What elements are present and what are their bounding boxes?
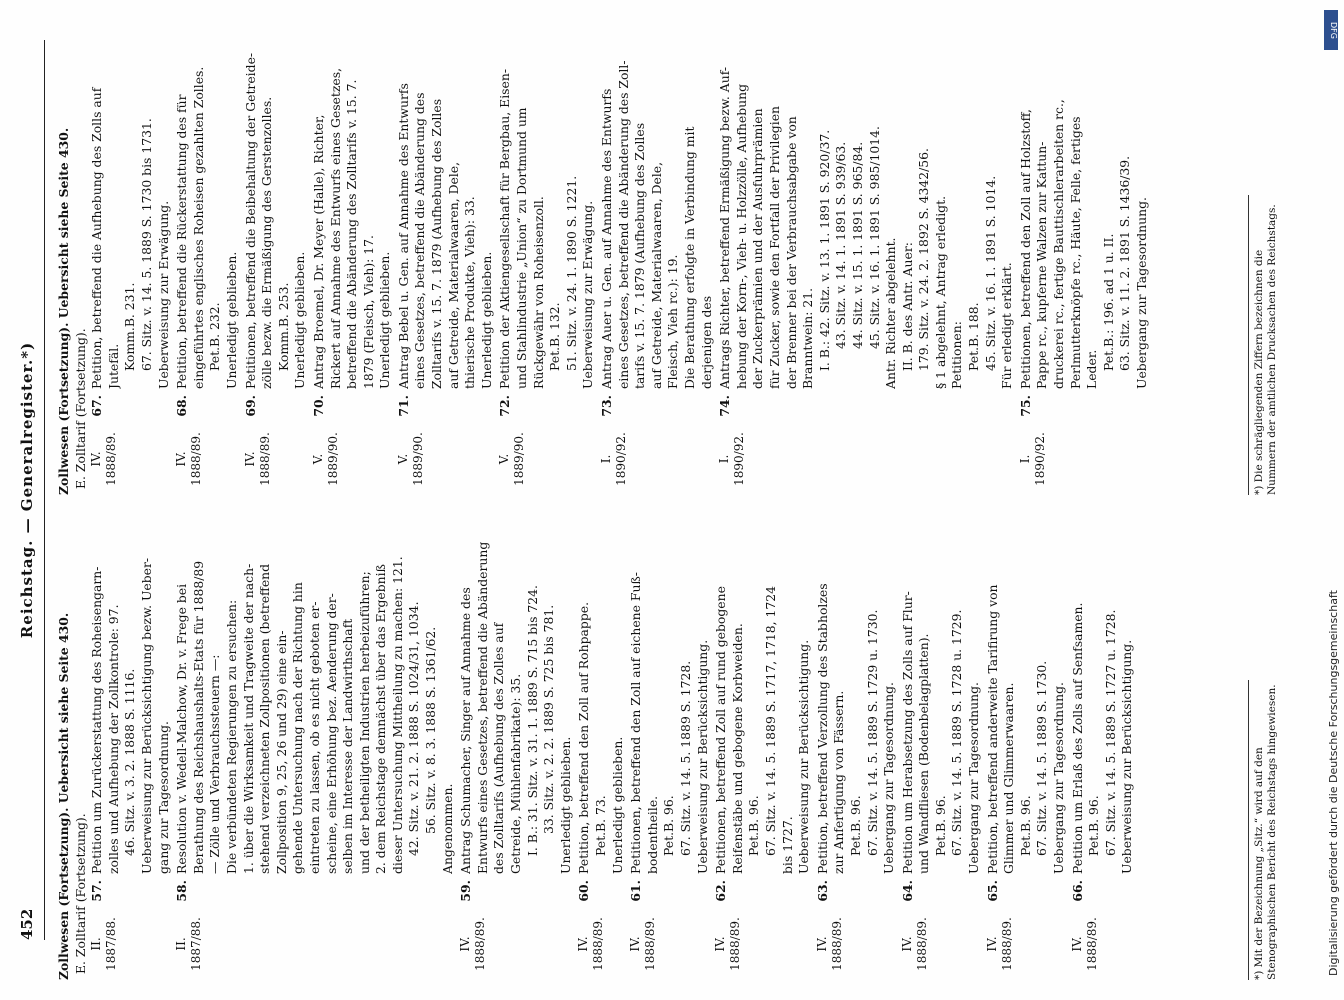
entry-line: scheine, eine Erhöhung bez. Aenderung der-: [323, 593, 339, 874]
entry-line: Uebergang zur Tagesordnung.: [1051, 682, 1067, 874]
session-text: 1888/89.: [643, 917, 658, 971]
session-text: 1890/92.: [1032, 432, 1047, 486]
entry-line: 42. Sitz. v. 21. 2. 1888 S. 1024/31, 1034.: [406, 601, 422, 856]
entry-line: thierische Produkte, Vieh): 33.: [462, 196, 478, 389]
entry-line: Glimmer und Glimmerwaaren.: [1001, 682, 1017, 874]
entry-line: Ueberweisung zur Erwägung.: [580, 200, 596, 389]
entry-line: Unerledigt geblieben.: [292, 251, 308, 389]
entry-line: auf Getreide, Materialwaaren, Dele,: [445, 161, 461, 389]
session-text: I.: [1017, 454, 1032, 464]
entry-line: 67. Sitz. v. 14. 5. 1889 S. 1730 bis 1731.: [138, 118, 154, 371]
entry-line: 67. Sitz. v. 14. 5. 1889 S. 1728 u. 1729.: [949, 609, 965, 856]
entry-line: 46. Sitz. v. 3. 2. 1888 S. 1116.: [122, 668, 138, 856]
session-label: [628, 908, 658, 980]
session-text: 1888/89.: [1084, 917, 1099, 971]
entry-number: 63.: [814, 880, 830, 902]
entry-line: zolles und Aufhebung der Zollkontrole: 97.: [105, 604, 121, 874]
entry-line: Petitionen, betreffend den Zoll auf eichene Fuß-: [628, 572, 644, 874]
session-label: [174, 423, 204, 495]
footnote: *) Mit der Bezeichnung „Sitz.“ wird auf den Stenographischen Bericht des Reichstags hingewiesen.: [1248, 680, 1279, 980]
right-column: [56, 25, 1153, 495]
entry-number: 57.: [89, 880, 105, 902]
entry-line: Getreide, Mühlenfabrikate): 35.: [508, 673, 524, 874]
entry-number: 60.: [576, 880, 592, 902]
session-label: [243, 423, 273, 495]
session-text: IV.: [984, 936, 999, 952]
session-text: 1888/89.: [728, 917, 743, 971]
entry-number: 72.: [497, 395, 513, 417]
digitization-note: Digitalisierung gefördert durch die Deutsche Forschungsgemeinschaft: [1327, 590, 1340, 976]
entry-line: Die Berathung erfolgte in Verbindung mit: [681, 126, 697, 389]
entry-line: tarifs v. 15. 7. 1879 (Aufhebung des Zolles: [632, 122, 648, 389]
entry-line: hebung der Korn-, Vieh- u. Holzzölle, Aufhebung: [733, 83, 749, 389]
entry-line: eines Gesetzes, betreffend die Abänderung des: [412, 92, 428, 389]
session-label: [396, 423, 426, 495]
page-header: [10, 40, 45, 940]
register-entry: [311, 25, 394, 495]
register-entry: [458, 510, 574, 980]
register-entry: [89, 25, 172, 495]
session-label: [900, 908, 930, 980]
session-text: 1890/92.: [732, 432, 747, 486]
session-text: IV.: [174, 451, 189, 467]
entry-number: 71.: [395, 395, 411, 417]
page-number: 452: [18, 908, 36, 940]
entry-line: Unerledigt geblieben.: [609, 736, 625, 874]
entry-number: 65.: [984, 880, 1000, 902]
entry-line: Pet.B. 96.: [1017, 795, 1033, 856]
register-entry: [1070, 510, 1136, 980]
session-label: [311, 423, 341, 495]
entry-line: Petition, betreffend den Zoll auf Rohpappe.: [576, 601, 592, 874]
entry-line: betreffend die Abänderung des Zolltarifs v. 15. 7.: [344, 79, 360, 389]
left-column: [56, 510, 1138, 980]
entry-number: 58.: [174, 880, 190, 902]
entry-line: 43. Sitz. v. 14. 1. 1891 S. 939/63.: [833, 141, 849, 349]
entry-line: Pet.B. 73.: [593, 795, 608, 856]
entry-line: Uebergang zur Tagesordnung.: [1134, 197, 1149, 389]
entry-line: § 1 abgelehnt, Antrag erledigt.: [932, 195, 948, 389]
register-entry: [89, 510, 172, 980]
session-text: 1888/89.: [257, 432, 272, 486]
entry-line: Petition, betreffend die Aufhebung des Zolls auf: [89, 87, 105, 389]
session-text: V.: [310, 453, 325, 465]
entry-line: Petition, betreffend anderweite Tarifirung von: [984, 584, 1000, 874]
register-entry: [174, 510, 456, 980]
entry-line: selben im Interesse der Landwirthschaft: [340, 618, 356, 874]
session-text: I.: [599, 454, 613, 464]
entry-line: Reifenstäbe und gebogene Korbweiden.: [729, 623, 745, 874]
session-label: [717, 423, 747, 495]
entry-number: 69.: [242, 395, 258, 417]
entry-number: 66.: [1069, 880, 1085, 902]
register-entry: [628, 510, 711, 980]
entry-line: Petitionen, betreffend Zoll auf rund gebogene: [713, 586, 729, 874]
entry-number: 59.: [458, 880, 474, 902]
entry-line: Pet.B. 96.: [847, 795, 863, 856]
section-heading: Zollwesen (Fortsetzung). Uebersicht siehe Seite 430.: [56, 612, 71, 980]
session-text: 1888/89.: [829, 917, 844, 971]
entry-line: Perlmutterknöpfe rc., Häute, Felle, fertiges: [1067, 116, 1083, 389]
session-text: IV.: [89, 451, 104, 467]
entry-line: 45. Sitz. v. 16. 1. 1891 S. 985/1014.: [866, 126, 882, 349]
session-text: II.: [174, 937, 189, 951]
entry-line: Antrag Schumacher, Singer auf Annahme des: [458, 587, 474, 874]
session-text: 1888/89.: [104, 432, 119, 486]
entry-line: eintreten zu lassen, ob es nicht geboten er-: [306, 601, 322, 874]
entry-line: II. B. des Antr. Auer:: [899, 242, 915, 371]
session-label: [713, 908, 743, 980]
entry-line: und der betheiligten Industrien herbeizuführen;: [356, 571, 372, 874]
session-text: IV.: [899, 936, 914, 952]
entry-line: Petition um Erlaß des Zolls auf Senfsamen.: [1069, 602, 1085, 874]
entry-line: gang zur Tagesordnung.: [155, 721, 171, 874]
register-entry: [900, 510, 983, 980]
entry-number: 62.: [713, 880, 729, 902]
entry-line: Unerledigt geblieben.: [557, 736, 573, 874]
entry-line: Petition, betreffend die Rückerstattung des für: [174, 94, 190, 389]
entry-number: 73.: [599, 395, 614, 417]
session-label: [815, 908, 845, 980]
entry-line: Ueberweisung zur Berücksichtigung.: [694, 639, 710, 874]
register-entry: [599, 25, 715, 495]
session-label: [1018, 423, 1048, 495]
session-label: [599, 423, 629, 495]
entry-line: Ueberweisung zur Erwägung.: [155, 200, 171, 389]
entry-line: Zollposition 9, 25, 26 und 29) eine ein-: [273, 630, 289, 874]
entry-line: Pet.B. 96.: [661, 795, 677, 856]
entry-line: 1879 (Fleisch, Vieh): 17.: [360, 235, 376, 389]
register-entry: [576, 510, 626, 980]
entry-line: I. B.: 31. Sitz. v. 31. 1. 1889 S. 715 bis 724.: [524, 585, 540, 856]
session-text: II.: [89, 937, 104, 951]
session-text: 1889/90.: [325, 432, 340, 486]
entry-line: 67. Sitz. v. 14. 5. 1889 S. 1717, 1718, 1724: [762, 585, 778, 856]
entry-line: Rickert auf Annahme des Entwurfs eines Gesetzes,: [327, 67, 343, 389]
session-label: [89, 908, 119, 980]
entry-line: 67. Sitz. v. 14. 5. 1889 S. 1727 u. 1728.: [1102, 609, 1118, 856]
dfg-logo: DFG: [1324, 10, 1338, 50]
entry-line: gehende Untersuchung nach der Richtung hin: [290, 582, 306, 874]
entry-line: bodentheile.: [644, 795, 660, 874]
entry-line: 179. Sitz. v. 24. 2. 1892 S. 4342/56.: [916, 148, 932, 371]
entry-line: zur Anfertigung von Fässern.: [831, 690, 847, 874]
session-text: 1887/88.: [189, 917, 204, 971]
entry-line: 1. über die Wirksamkeit und Tragweite der nach-: [240, 563, 256, 874]
entry-line: bis 1727.: [779, 816, 795, 874]
session-text: V.: [497, 453, 512, 465]
session-text: 1888/89.: [591, 917, 606, 971]
footnote: *) Die schrägliegenden Ziffern bezeichnen die Nummern der amtlichen Drucksachen des Reichstags.: [1248, 195, 1279, 495]
entry-line: Fleisch, Vieh rc.): 19.: [665, 254, 681, 389]
entry-line: Ueberweisung zur Berücksichtigung bezw. Ueber-: [138, 557, 154, 874]
entry-line: Petition der Aktiengesellschaft für Bergbau, Eisen-: [497, 68, 513, 389]
entry-line: Petitionen, betreffend die Beibehaltung der Getreide-: [242, 52, 258, 389]
entry-line: 67. Sitz. v. 14. 5. 1889 S. 1730.: [1034, 660, 1050, 856]
entry-line: Antrag Bebel u. Gen. auf Annahme des Entwurfs: [395, 83, 411, 389]
entry-line: Antrag Broemel, Dr. Meyer (Halle), Richter,: [310, 114, 326, 389]
session-label: [576, 908, 606, 980]
entry-line: Berathung des Reichshaushalts-Etats für 1888/89: [190, 560, 206, 874]
section-heading: Zollwesen (Fortsetzung). Uebersicht siehe Seite 430.: [56, 127, 71, 495]
entry-number: 75.: [1017, 395, 1033, 417]
session-text: 1887/88.: [104, 917, 119, 971]
entry-line: des Zolltarifs (Aufhebung des Zolles auf: [491, 622, 507, 874]
entry-line: Leder.: [1084, 349, 1100, 389]
session-text: 1888/89.: [189, 432, 204, 486]
entry-line: derjenigen des: [698, 295, 714, 389]
section-subheading: E. Zolltarif (Fortsetzung).: [72, 328, 88, 489]
entry-line: Ueberweisung zur Berücksichtigung.: [1119, 639, 1135, 874]
register-entry: [713, 510, 813, 980]
register-entry: [497, 25, 597, 495]
entry-line: Unerledigt geblieben.: [377, 251, 393, 389]
rotated-page-content: [10, 0, 1300, 1000]
entry-line: Petitionen, betreffend den Zoll auf Holzstoff,: [1017, 109, 1033, 389]
entry-list: [89, 510, 1136, 980]
session-text: IV.: [576, 936, 591, 952]
entry-line: Angenommen.: [439, 783, 455, 874]
entry-line: Pet.B. 96.: [932, 795, 948, 856]
entry-line: I. B.: 42. Sitz. v. 13. 1. 1891 S. 920/37.: [816, 129, 832, 371]
session-label: [458, 908, 488, 980]
entry-line: Jutefäl.: [105, 343, 121, 389]
entry-line: Petitionen:: [949, 321, 965, 389]
entry-list: [89, 25, 1150, 495]
register-entry: [717, 25, 1016, 495]
session-text: V.: [395, 453, 410, 465]
entry-line: 44. Sitz. v. 15. 1. 1891 S. 965/84.: [849, 141, 865, 349]
entry-line: und Wandfliesen (Bodenbelagplatten).: [916, 633, 932, 874]
session-text: IV.: [458, 936, 473, 952]
session-label: [985, 908, 1015, 980]
entry-number: 70.: [310, 395, 326, 417]
entry-line: Resolution v. Wedell-Malchow, Dr. v. Frege bei: [174, 583, 190, 874]
entry-line: 45. Sitz. v. 16. 1. 1891 S. 1014.: [982, 175, 998, 371]
register-entry: [815, 510, 898, 980]
entry-line: Für erledigt erklärt.: [999, 262, 1015, 389]
entry-line: 67. Sitz. v. 14. 5. 1889 S. 1728.: [677, 660, 693, 856]
entry-line: Antrag Auer u. Gen. auf Annahme des Entwurfs: [599, 88, 614, 389]
entry-line: Branntwein: 21.: [800, 287, 816, 389]
entry-line: 56. Sitz. v. 8. 3. 1888 S. 1361/62.: [423, 626, 439, 834]
session-text: IV.: [713, 936, 728, 952]
entry-line: 63. Sitz. v. 11. 2. 1891 S. 1436/39.: [1117, 155, 1133, 371]
session-text: IV.: [1069, 936, 1084, 952]
entry-line: — Zölle und Verbrauchssteuern —:: [207, 654, 223, 874]
register-entry: [1018, 25, 1151, 495]
register-entry: [396, 25, 496, 495]
entry-line: Entwurfs eines Gesetzes, betreffend die Abänderung: [474, 541, 490, 874]
entry-number: 68.: [174, 395, 190, 417]
entry-line: 51. Sitz. v. 24. 1. 1890 S. 1221.: [563, 175, 579, 371]
entry-line: Uebergang zur Tagesordnung.: [966, 682, 982, 874]
entry-line: Komm.B. 253.: [275, 282, 291, 371]
session-label: [1070, 908, 1100, 980]
entry-line: Komm.B. 231.: [122, 282, 138, 371]
entry-line: Rückgewähr von Roheisenzoll.: [530, 196, 546, 389]
entry-line: stehend verzeichneten Zollpositionen (betreffend: [257, 563, 273, 874]
entry-line: Petition, betreffend Verzollung des Stabholzes: [814, 583, 830, 874]
entry-line: zölle bezw. die Ermäßigung des Gerstenzolles.: [259, 96, 275, 389]
session-text: IV.: [814, 936, 829, 952]
entry-line: der Zuckerprämien und der Ausfuhrprämien: [750, 108, 766, 389]
entry-line: Antr. Richter abgelehnt.: [883, 237, 899, 389]
session-text: 1888/89.: [914, 917, 929, 971]
session-text: 1889/90.: [410, 432, 425, 486]
entry-number: 64.: [899, 880, 915, 902]
session-label: [174, 908, 204, 980]
session-label: [497, 423, 527, 495]
entry-line: Pet.B. 188.: [966, 302, 982, 371]
entry-line: Pet.B.: 196. ad 1 u. II.: [1100, 233, 1116, 371]
entry-line: Pet.B. 96.: [1086, 795, 1102, 856]
entry-line: Zolltarifs v. 15. 7. 1879 (Aufhebung des Zolles: [429, 98, 445, 389]
entry-line: Pappe rc., kupferne Walzen zur Kattun-: [1034, 141, 1050, 389]
entry-line: auf Getreide, Materialwaaren, Dele,: [648, 161, 664, 389]
entry-line: 33. Sitz. v. 2. 2. 1889 S. 725 bis 781.: [541, 604, 557, 834]
entry-line: Unerledigt geblieben.: [223, 251, 239, 389]
entry-number: 67.: [89, 395, 105, 417]
register-entry: [243, 25, 309, 495]
entry-line: für Zucker, sowie den Fortfall der Privilegien: [766, 105, 782, 389]
entry-line: Unerledigt geblieben.: [478, 251, 494, 389]
entry-line: Ueberweisung zur Berücksichtigung.: [796, 639, 812, 874]
section-subheading: E. Zolltarif (Fortsetzung).: [72, 813, 88, 974]
entry-line: 2. dem Reichstage demnächst über das Ergebniß: [373, 564, 389, 874]
entry-number: 74.: [717, 395, 733, 417]
entry-line: und Stahlindustrie „Union“ zu Dortmund um: [514, 107, 530, 389]
entry-line: der Brenner bei der Verbrauchsabgabe von: [783, 116, 799, 389]
entry-line: Pet.B. 96.: [746, 795, 762, 856]
entry-line: dieser Untersuchung Mittheilung zu machen: 121.: [389, 556, 405, 874]
session-text: IV.: [242, 451, 257, 467]
entry-line: Pet.B. 232.: [207, 302, 223, 371]
register-entry: [174, 25, 240, 495]
session-text: 1888/89.: [473, 917, 488, 971]
entry-line: Die verbündeten Regierungen zu ersuchen:: [223, 599, 239, 874]
session-text: IV.: [628, 936, 643, 952]
session-text: 1888/89.: [999, 917, 1014, 971]
entry-line: Petition um Zurückerstattung des Roheisengarn-: [89, 566, 105, 874]
entry-line: eingeführtes englisches Roheisen gezahlten Zolles.: [190, 66, 206, 389]
entry-number: 61.: [628, 880, 644, 902]
entry-line: eines Gesetzes, betreffend die Abänderung des Zoll-: [615, 60, 631, 389]
entry-line: 67. Sitz. v. 14. 5. 1889 S. 1729 u. 1730.: [864, 609, 880, 856]
session-text: I.: [717, 454, 732, 464]
entry-line: Antrags Richter, betreffend Ermäßigung bezw. Auf-: [717, 66, 733, 389]
page-title: Reichstag. — Generalregister.*): [18, 341, 36, 639]
entry-line: Uebergang zur Tagesordnung.: [881, 682, 897, 874]
session-text: 1889/90.: [512, 432, 527, 486]
margin-strip: [1318, 0, 1344, 1000]
entry-line: Pet.B. 132.: [547, 302, 563, 371]
entry-line: Petition um Herabsetzung des Zolls auf Flur-: [899, 591, 915, 874]
session-label: [89, 423, 119, 495]
session-text: 1890/92.: [614, 432, 628, 486]
entry-line: druckerei rc., fertige Bauttischlerarbeiten rc.,: [1051, 99, 1067, 389]
register-entry: [985, 510, 1068, 980]
